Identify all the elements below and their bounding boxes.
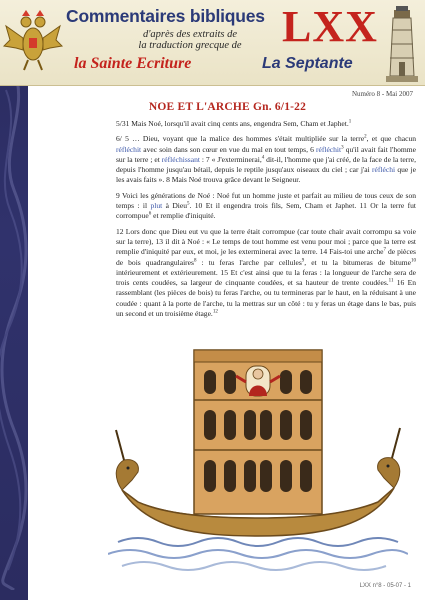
text-run: à Dieu — [162, 201, 188, 211]
footnote-ref: 5 — [187, 201, 190, 207]
highlighted-word: réfléchissant — [161, 154, 200, 164]
highlighted-word: réfléchi — [372, 165, 396, 175]
text-run: de pièces de bois quadrangulaires — [116, 247, 416, 267]
left-decorative-band — [0, 0, 28, 600]
footnote-ref: 10 — [410, 258, 416, 264]
footnote-ref: 8 — [193, 258, 197, 264]
article-title-reference: Gn. 6/1-22 — [252, 101, 307, 113]
footnote-ref: 7 — [383, 247, 386, 253]
footnote-ref: 12 — [212, 309, 218, 315]
water-waves — [108, 538, 408, 570]
text-run: 6/ 5 … Dieu, voyant que la malice des hommes s'était multipliée sur la terre — [116, 134, 365, 144]
footnote-ref: 9 — [301, 258, 305, 264]
text-run: 16 En rassemblant (les pièces de bois) tu feras l'arche, ou tu termineras par le haut, en la réduisant à une coudée : quant à la porte de l'arche, tu la mettras sur un côté : tu y feras un étage dans le bas, puis un second et un troisième étage. — [116, 278, 416, 319]
ark-prow-right — [378, 428, 400, 488]
highlighted-word: réfléchit — [315, 144, 342, 154]
text-run: . 10 Et il engendra trois fils, Sem, Cham et Japhet. 11 Or la terre fut corrompue — [116, 201, 416, 221]
highlighted-word: réfléchit — [116, 144, 142, 154]
paragraph-4 — [116, 227, 416, 320]
text-run: et remplie d'iniquité. — [151, 211, 216, 221]
article-title — [30, 101, 425, 113]
paragraph-1 — [116, 119, 416, 129]
text-run: intérieurement et extérieurement. 15 Et c'est ainsi que tu la feras : la longueur de l'arche sera de trois cents coudées, sa largeur de cinquante coudées, et sa hauteur de trente coudées. — [116, 267, 416, 288]
band-swirl-pattern — [0, 70, 28, 590]
article-title-main: NOE ET L'ARCHE — [148, 101, 250, 113]
issue-number: Numéro 8 - Mai 2007 — [351, 90, 413, 98]
masthead-subtitle-2: la traduction grecque de — [138, 40, 242, 51]
text-run: avec soin dans son cœur en vue du mal en tout temps, 6 — [141, 144, 316, 154]
text-run: qu'il avait fait l'homme sur la terre ; et — [116, 144, 416, 164]
footnote-ref: 11 — [388, 278, 394, 284]
text-run: : tu feras l'arche par cellules — [196, 257, 302, 267]
article-body — [116, 119, 416, 324]
highlighted-word: plut — [150, 201, 163, 211]
footnote-ref: 1 — [348, 119, 352, 125]
paragraph-3 — [116, 191, 416, 222]
masthead-title: Commentaires bibliques — [66, 6, 265, 26]
footnote-ref: 4 — [261, 155, 265, 161]
text-run: , et que chacun — [366, 134, 417, 144]
footnote-ref: 2 — [364, 134, 367, 140]
text-run: que je les avais faits ». 8 Mais Noé trouva grâce devant le Seigneur. — [116, 165, 416, 185]
page-footer: LXX n°8 - 05-07 - 1 — [359, 583, 411, 589]
footnote-ref: 3 — [341, 145, 344, 151]
text-run: 5/31 Mais Noé, lorsqu'il avait cinq cents ans, engendra Sem, Cham et Japhet. — [116, 119, 349, 128]
ark-prow-left — [116, 430, 138, 490]
lighthouse-icon — [384, 6, 420, 82]
text-run: 9 Voici les générations de Noé : Noé fut un homme juste et parfait au milieu de tous ceux de son temps : il — [116, 190, 416, 211]
masthead-subtitle-1: d'après des extraits de — [142, 29, 238, 40]
text-run: dit-il, l'homme que j'ai créé, de la face de la terre, depuis l'homme jusqu'au bétail, depuis le reptile jusqu'aux oiseaux du ciel ; car j'ai — [116, 154, 416, 175]
text-run: 12 Lors donc que Dieu eut vu que la terre était corrompue (car toute chair avait corrompu sa voie sur la terre), 13 il dit à Noé : « Le temps de tout homme est venu pour moi ; parce que la terre est remplie d'iniquité par eux, et moi, je les exterminerai avec la terre. 14 Fais-toi une arche — [116, 226, 416, 257]
text-run: , et tu la bitumeras de bitume — [304, 257, 411, 267]
footnote-ref: 6 — [148, 211, 152, 217]
masthead-sainte-ecriture: la Sainte Ecriture — [74, 55, 192, 72]
noah-ark-illustration — [108, 330, 408, 575]
text-run: : 7 « J'exterminerai, — [199, 154, 262, 164]
masthead-septante: La Septante — [262, 55, 353, 72]
masthead — [0, 0, 425, 86]
masthead-lxx: LXX — [282, 2, 378, 51]
double-headed-eagle-icon — [2, 4, 64, 74]
paragraph-2 — [116, 134, 416, 185]
